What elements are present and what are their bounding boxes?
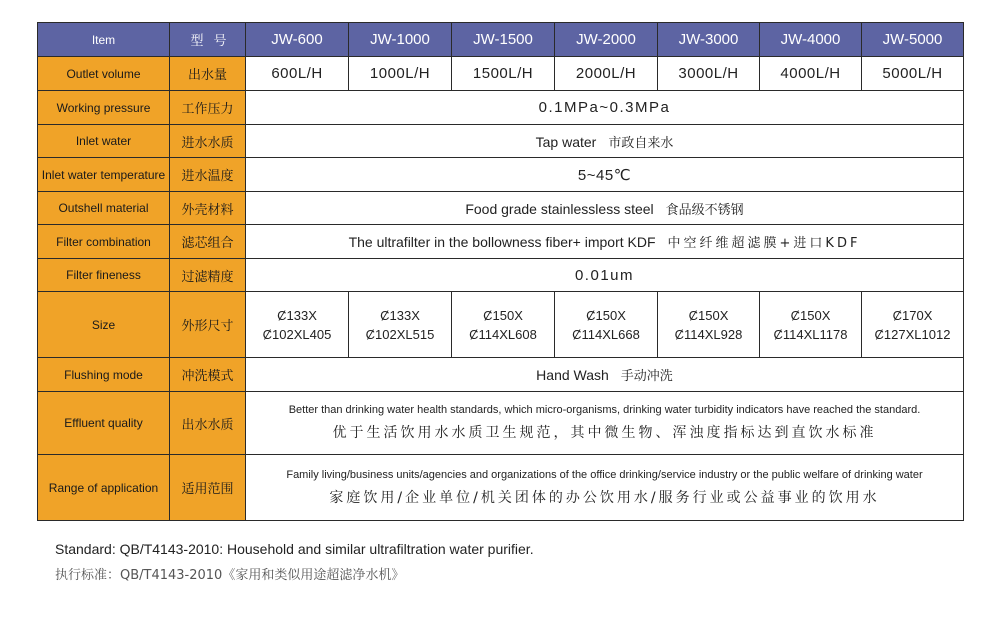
outshell-material-zh: 食品级不锈钢 [665, 202, 744, 218]
model-col-5: JW-3000 [658, 23, 760, 57]
model-col-4: JW-2000 [555, 23, 658, 57]
row-label-zh: 冲洗模式 [170, 358, 246, 392]
size-line-1: Ȼ133X [380, 307, 420, 323]
filter-fineness-value: 0.01um [246, 259, 964, 292]
row-flushing-mode [38, 358, 964, 392]
outlet-volume-cell: 600L/H [246, 57, 349, 91]
effluent-quality-zh: 优于生活饮用水水质卫生规范，其中微生物、浑浊度指标达到直饮水标准 [332, 425, 877, 441]
flushing-mode-en: Hand Wash [536, 367, 609, 383]
model-col-1: JW-600 [246, 23, 349, 57]
outlet-volume-cell: 1500L/H [452, 57, 555, 91]
size-cell [555, 292, 658, 358]
row-label-en: Filter fineness [38, 259, 170, 292]
flushing-mode-zh: 手动冲洗 [620, 369, 673, 384]
standard-zh: 执行标准：QB/T4143-2010《家用和类似用途超滤净水机》 [55, 568, 405, 583]
inlet-water-value [246, 125, 964, 158]
size-line-2: Ȼ114XL928 [674, 326, 743, 342]
row-effluent-quality [38, 392, 964, 455]
inlet-temperature-value: 5~45℃ [246, 158, 964, 192]
flushing-mode-value [246, 358, 964, 392]
size-line-1: Ȼ150X [586, 307, 626, 323]
model-col-6: JW-4000 [760, 23, 862, 57]
inlet-water-zh: 市政自来水 [608, 135, 674, 151]
header-row [38, 23, 964, 57]
outshell-material-value [246, 192, 964, 225]
working-pressure-value: 0.1MPa~0.3MPa [246, 91, 964, 125]
row-label-zh: 滤芯组合 [170, 225, 246, 259]
size-line-2: Ȼ114XL608 [469, 326, 537, 342]
size-line-1: Ȼ170X [892, 307, 933, 323]
size-cell [862, 292, 964, 358]
row-label-en: Size [38, 292, 170, 358]
row-label-en: Inlet water [38, 125, 170, 158]
row-label-zh: 外壳材料 [170, 192, 246, 225]
row-label-en: Range of application [38, 455, 170, 521]
effluent-quality-value [246, 392, 964, 455]
row-working-pressure [38, 91, 964, 125]
size-line-2: Ȼ102XL405 [262, 326, 332, 342]
row-label-en: Outlet volume [38, 57, 170, 91]
row-label-zh: 工作压力 [170, 91, 246, 125]
size-line-1: Ȼ150X [688, 307, 729, 323]
size-line-1: Ȼ150X [483, 307, 523, 323]
size-line-1: Ȼ150X [790, 307, 831, 323]
size-cell [452, 292, 555, 358]
range-of-application-en: Family living/business units/agencies and organizations of the office drinking/service industry or the public welfare of drinking water [286, 468, 923, 481]
effluent-quality-en: Better than drinking water health standards, which micro-organisms, drinking water turbidity indicators have reached the standard. [288, 404, 921, 416]
row-range-of-application [38, 455, 964, 521]
row-filter-combination [38, 225, 964, 259]
header-item-zh: 型号 [170, 23, 246, 57]
outlet-volume-cell: 4000L/H [760, 57, 862, 91]
model-col-3: JW-1500 [452, 23, 555, 57]
standard-en: Standard: QB/T4143-2010: Household and similar ultrafiltration water purifier. [55, 541, 534, 557]
outshell-material-en: Food grade stainlessless steel [465, 200, 654, 217]
size-cell [246, 292, 349, 358]
row-outlet-volume [38, 57, 964, 91]
row-label-zh: 出水水质 [170, 392, 246, 455]
filter-combination-en: The ultrafilter in the bollowness fiber+ import KDF [348, 234, 656, 250]
row-label-en: Outshell material [38, 192, 170, 225]
size-line-2: Ȼ102XL515 [365, 326, 435, 342]
row-label-zh: 进水温度 [170, 158, 246, 192]
size-line-2: Ȼ114XL668 [572, 326, 640, 342]
range-of-application-zh: 家庭饮用/企业单位/机关团体的办公饮用水/服务行业或公益事业的饮用水 [329, 489, 880, 506]
outlet-volume-cell: 2000L/H [555, 57, 658, 91]
size-line-2: Ȼ114XL1178 [773, 326, 848, 342]
row-filter-fineness [38, 259, 964, 292]
row-label-zh: 进水水质 [170, 125, 246, 158]
size-cell [658, 292, 760, 358]
inlet-water-en: Tap water [535, 133, 597, 150]
outlet-volume-cell: 1000L/H [349, 57, 452, 91]
model-col-7: JW-5000 [862, 23, 964, 57]
row-outshell-material [38, 192, 964, 225]
row-label-zh: 适用范围 [170, 455, 246, 521]
size-line-2: Ȼ127XL1012 [874, 326, 951, 342]
row-size [38, 292, 964, 358]
row-label-en: Working pressure [38, 91, 170, 125]
row-label-en: Filter combination [38, 225, 170, 259]
size-cell [760, 292, 862, 358]
outlet-volume-cell: 3000L/H [658, 57, 760, 91]
row-label-en: Inlet water temperature [38, 158, 170, 192]
row-inlet-water [38, 125, 964, 158]
spec-table [37, 22, 964, 521]
row-label-en: Effluent quality [38, 392, 170, 455]
range-of-application-value [246, 455, 964, 521]
row-label-zh: 过滤精度 [170, 259, 246, 292]
filter-combination-value [246, 225, 964, 259]
outlet-volume-cell: 5000L/H [862, 57, 964, 91]
header-item-en: Item [38, 23, 170, 57]
filter-combination-zh: 中空纤维超滤膜+进口KDF [667, 236, 861, 251]
row-label-zh: 出水量 [170, 57, 246, 91]
row-inlet-temperature [38, 158, 964, 192]
row-label-en: Flushing mode [38, 358, 170, 392]
size-line-1: Ȼ133X [277, 307, 317, 323]
size-cell [349, 292, 452, 358]
row-label-zh: 外形尺寸 [170, 292, 246, 358]
model-col-2: JW-1000 [349, 23, 452, 57]
